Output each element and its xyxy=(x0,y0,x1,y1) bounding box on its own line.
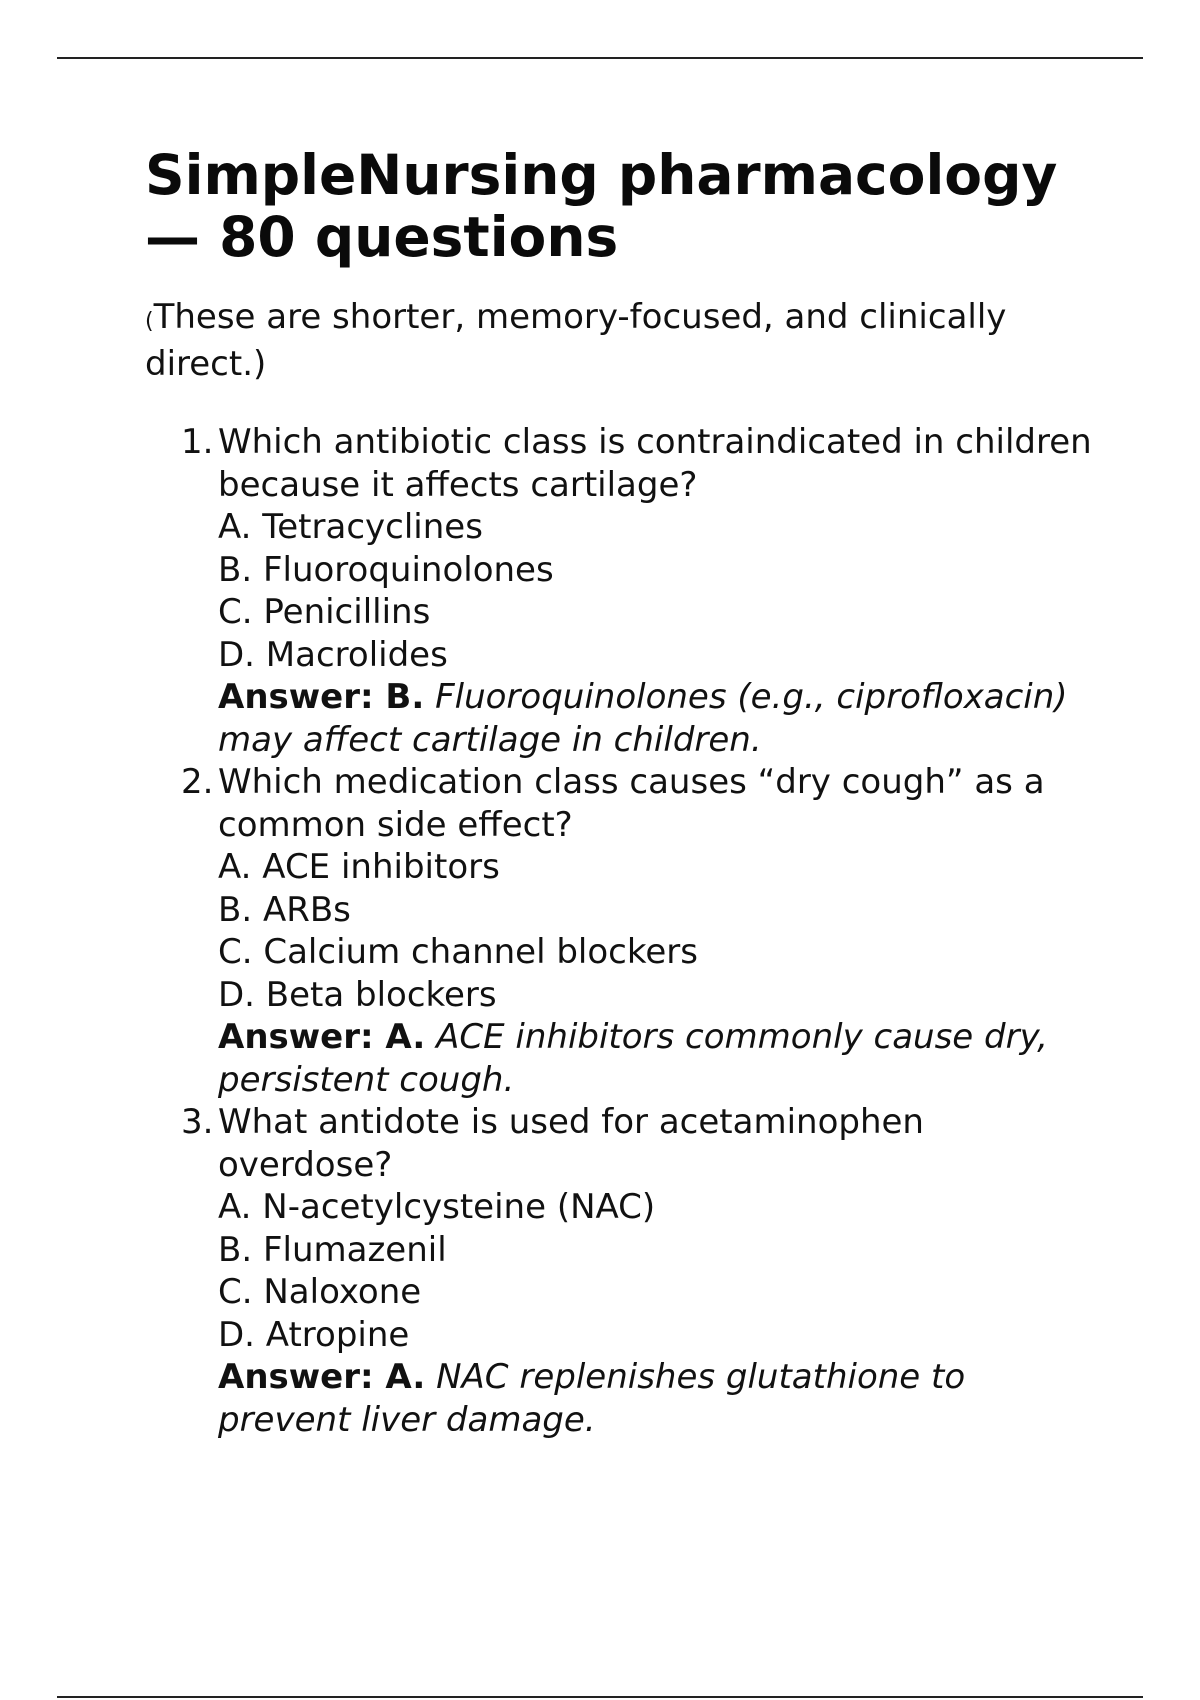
option-a: A. Tetracyclines xyxy=(218,507,483,547)
answer-label: Answer: B. xyxy=(218,677,425,717)
question-item xyxy=(145,421,1105,761)
option-a: A. ACE inhibitors xyxy=(218,847,500,887)
answer xyxy=(218,676,1098,761)
option-a: A. N-acetylcysteine (NAC) xyxy=(218,1187,656,1227)
option-b: B. Fluoroquinolones xyxy=(218,549,554,590)
option-c: C. Penicillins xyxy=(218,592,431,632)
page-title: SimpleNursing pharmacology — 80 questions xyxy=(145,143,1058,269)
option-d: D. Macrolides xyxy=(218,634,448,675)
answer-label: Answer: A. xyxy=(218,1017,426,1057)
bottom-rule xyxy=(57,1696,1143,1698)
question-number: 1. xyxy=(181,422,214,462)
answer-label: Answer: A. xyxy=(218,1357,426,1397)
option-c: C. Calcium channel blockers xyxy=(218,932,698,972)
question-list xyxy=(145,421,1105,1441)
answer-explanation: ACE inhibitors commonly cause dry, persistent cough. xyxy=(218,1017,1048,1100)
option-c: C. Naloxone xyxy=(218,1272,422,1312)
top-rule xyxy=(57,57,1143,59)
document-body xyxy=(145,144,1105,1441)
intro-paren: ( xyxy=(145,309,154,334)
question-number: 3. xyxy=(181,1102,214,1142)
option-b: B. ARBs xyxy=(218,889,351,930)
question-text: What antidote is used for acetaminophen overdose? xyxy=(218,1102,924,1185)
intro-note xyxy=(145,296,1085,385)
option-d: D. Beta blockers xyxy=(218,974,497,1015)
option-b: B. Flumazenil xyxy=(218,1229,447,1270)
answer-explanation: NAC replenishes glutathione to prevent liver damage. xyxy=(218,1357,966,1440)
option-d: D. Atropine xyxy=(218,1314,410,1355)
question-item xyxy=(145,761,1105,1101)
question-text: Which antibiotic class is contraindicated in children because it affects cartilage? xyxy=(218,422,1092,505)
question-number: 2. xyxy=(181,762,214,802)
question-text: Which medication class causes “dry cough” as a common side effect? xyxy=(218,762,1045,845)
answer xyxy=(218,1016,1098,1101)
answer-explanation: Fluoroquinolones (e.g., ciprofloxacin) may affect cartilage in children. xyxy=(218,677,1068,760)
intro-text: These are shorter, memory-focused, and clinically direct.) xyxy=(145,297,1007,384)
question-item xyxy=(145,1101,1105,1441)
answer xyxy=(218,1356,1098,1441)
